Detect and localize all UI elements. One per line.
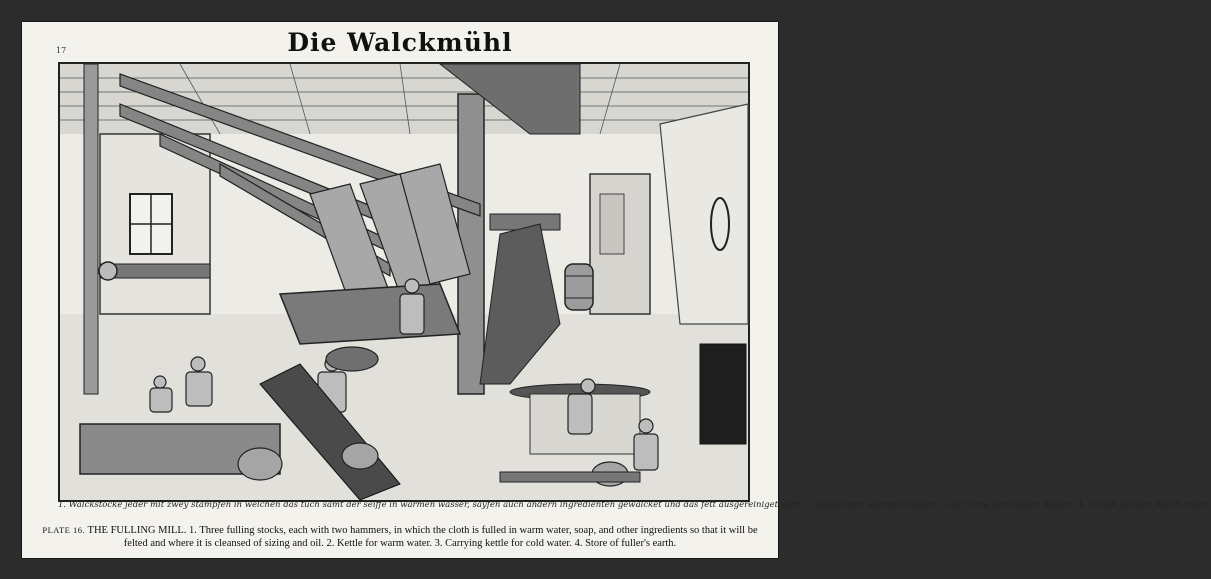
english-caption	[42, 524, 758, 550]
german-caption: 1. Walckstöcke jeder mit zwey stampfen in welchen das tuch samt der seiffe in warmen wasser, sayfen auch andern ingredienten gewalcket und das fett ausgereiniget wird. 2. Kessel zum warmen Wasser. 3. der Trog zum kalten Wasser. 4. Vorath von der Walck erden.	[58, 500, 1211, 510]
fulling-stock-trough	[280, 284, 460, 344]
plate-number: 17	[56, 46, 67, 55]
engraving-illustration	[58, 62, 750, 502]
engraving-drawing	[60, 64, 748, 500]
page-title: Die Walckmühl	[287, 28, 513, 57]
caption-text: 1. Three fulling stocks, each with two hammers, in which the cloth is fulled in warm water, soap, and other ingredients so that it will be felted and where it is cleansed of sizing and oil. 2. Kettle for warm water. 3. Carrying kettle for cold water. 4. Store of fuller's earth.	[123, 525, 758, 549]
fireplace-opening	[700, 344, 746, 444]
hearth-chimney	[660, 104, 748, 324]
caption-heading: THE FULLING MILL.	[87, 525, 187, 536]
plate-label: PLATE 16.	[42, 525, 86, 535]
hammer-heads	[310, 164, 470, 304]
left-post	[84, 64, 98, 394]
photo-card	[22, 22, 1211, 558]
bench	[500, 472, 640, 482]
barrel	[565, 264, 593, 310]
